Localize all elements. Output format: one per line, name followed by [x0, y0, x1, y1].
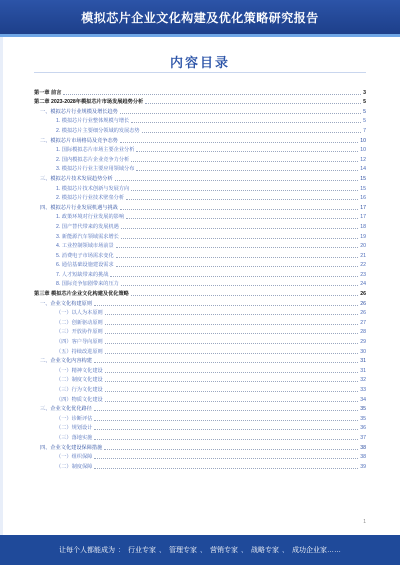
toc-entry[interactable] — [34, 268, 366, 278]
toc-leader-dots — [94, 305, 358, 306]
toc-leader-dots — [116, 247, 359, 248]
toc-entry-title: 7. 人才短缺带来的挑战 — [56, 271, 109, 278]
toc-entry[interactable] — [34, 86, 366, 96]
toc-entry-page: 35 — [360, 415, 366, 422]
toc-entry[interactable] — [34, 115, 366, 125]
toc-entry[interactable] — [34, 192, 366, 202]
toc-entry[interactable] — [34, 182, 366, 192]
toc-entry-title: （二）创新驱动原则 — [56, 319, 103, 326]
footer-item: 管理专家 — [169, 547, 197, 554]
toc-leader-dots — [94, 410, 358, 411]
footer-item: 营销专家 — [210, 547, 238, 554]
toc-entry-page: 37 — [360, 434, 366, 441]
toc-entry-page: 15 — [360, 175, 366, 182]
toc-divider — [34, 72, 366, 73]
toc-leader-dots — [121, 228, 358, 229]
toc-leader-dots — [120, 209, 358, 210]
toc-leader-dots — [126, 218, 358, 219]
toc-entry-title: （四）物质文化建设 — [56, 396, 103, 403]
toc-entry-title: 一、企业文化构建原则 — [40, 300, 92, 307]
toc-entry[interactable] — [34, 431, 366, 441]
toc-leader-dots — [110, 276, 358, 277]
toc-entry-page: 5 — [363, 118, 366, 125]
toc-entry-page: 26 — [360, 300, 366, 307]
toc-entry-page: 34 — [360, 396, 366, 403]
toc-entry[interactable] — [34, 412, 366, 422]
toc-leader-dots — [120, 113, 361, 114]
toc-entry[interactable] — [34, 259, 366, 269]
footer-banner: 让每个人都能成为 ： 行业专家 、 管理专家 、 营销专家 、 战略专家 、 成功企业家…… — [0, 535, 400, 565]
toc-entry-page: 31 — [360, 358, 366, 365]
toc-entry-title: （三）落地实施 — [56, 434, 93, 441]
toc-entry-title: 三、模拟芯片技术发展趋势分析 — [40, 175, 113, 182]
toc-entry-page: 32 — [360, 377, 366, 384]
toc-entry-title: 一、模拟芯片行业规模及增长趋势 — [40, 108, 118, 115]
toc-leader-dots — [116, 266, 359, 267]
footer-item: 战略专家 — [251, 547, 279, 554]
toc-leader-dots — [94, 420, 358, 421]
toc-leader-dots — [131, 161, 358, 162]
toc-entry-title: （一）精神文化建设 — [56, 367, 103, 374]
toc-entry-title: 6. 通信基础设施建设需求 — [56, 262, 114, 269]
toc-leader-dots — [105, 401, 359, 402]
toc-leader-dots — [94, 468, 358, 469]
toc-leader-dots — [120, 142, 358, 143]
toc-entry-page: 15 — [360, 185, 366, 192]
toc-entry[interactable] — [34, 451, 366, 461]
toc-leader-dots — [94, 362, 358, 363]
page-number: 1 — [363, 519, 366, 525]
toc-leader-dots — [131, 122, 361, 123]
toc-entry-page: 38 — [360, 454, 366, 461]
toc-entry[interactable] — [34, 316, 366, 326]
toc-entry[interactable] — [34, 393, 366, 403]
toc-entry-title: 2. 国产替代带来的发展机遇 — [56, 223, 119, 230]
toc-leader-dots — [115, 180, 359, 181]
toc-entry-title: 2. 模拟芯片行业技术壁垒分析 — [56, 195, 125, 202]
toc-leader-dots — [136, 170, 358, 171]
toc-leader-dots — [105, 353, 359, 354]
toc-entry-title: （二）制度保障 — [56, 463, 93, 470]
toc-entry-title: （四）客户导向原则 — [56, 339, 103, 346]
report-header — [0, 0, 400, 34]
toc-entry[interactable] — [34, 134, 366, 144]
footer-item: 行业专家 — [128, 547, 156, 554]
toc-entry-page: 36 — [360, 425, 366, 432]
toc-leader-dots — [116, 257, 359, 258]
toc-entry-page: 29 — [360, 339, 366, 346]
toc-entry-page: 5 — [363, 99, 366, 106]
toc-entry-title: （五）持续改进原则 — [56, 348, 103, 355]
toc-entry-page: 26 — [360, 291, 366, 298]
toc-entry-title: 1. 政策环境对行业发展的影响 — [56, 214, 125, 221]
toc-entry-page: 5 — [363, 108, 366, 115]
toc-entry[interactable] — [34, 240, 366, 250]
toc-entry-page: 3 — [363, 89, 366, 96]
toc-entry-page: 31 — [360, 367, 366, 374]
toc-entry[interactable] — [34, 460, 366, 470]
toc-entry[interactable] — [34, 124, 366, 134]
footer-separator: ： — [118, 547, 125, 554]
toc-entry-page: 38 — [360, 444, 366, 451]
toc-entry-title: （三）行为文化建设 — [56, 387, 103, 393]
toc-entry[interactable] — [34, 172, 366, 182]
toc-entry-page: 17 — [360, 214, 366, 221]
toc-entry[interactable] — [34, 105, 366, 115]
toc-entry-page: 17 — [360, 204, 366, 211]
toc-leader-dots — [121, 238, 358, 239]
toc-leader-dots — [105, 324, 359, 325]
toc-entry-page: 28 — [360, 329, 366, 336]
toc-entry[interactable] — [34, 441, 366, 451]
toc-entry-page: 39 — [360, 463, 366, 470]
toc-leader-dots — [126, 199, 358, 200]
toc-leader-dots — [105, 314, 359, 315]
toc-entry-title: （二）规划设计 — [56, 425, 93, 432]
toc-entry[interactable] — [34, 249, 366, 259]
footer-item: 成功企业家…… — [292, 547, 341, 554]
toc-entry-page: 26 — [360, 310, 366, 317]
left-margin-bar — [0, 37, 3, 535]
toc-entry-page: 22 — [360, 262, 366, 269]
toc-leader-dots — [121, 285, 358, 286]
toc-leader-dots — [105, 333, 359, 334]
toc-entry-title: 四、模拟芯片行业发展机遇与挑战 — [40, 204, 118, 211]
toc-leader-dots — [94, 439, 358, 440]
toc-entry[interactable] — [34, 201, 366, 211]
toc-entry-page: 33 — [360, 387, 366, 393]
toc-entry-title: （一）诊断评估 — [56, 415, 93, 422]
toc-entry-title: （三）开放协作原则 — [56, 329, 103, 336]
toc-leader-dots — [145, 103, 361, 104]
footer-lead: 让每个人都能成为 — [59, 547, 115, 554]
report-title: 模拟芯片企业文化构建及优化策略研究报告 — [81, 10, 319, 25]
toc-entry-title: 四、企业文化建设保障措施 — [40, 444, 103, 451]
toc-entry[interactable] — [34, 355, 366, 365]
toc-entry-page: 21 — [360, 252, 366, 259]
toc-leader-dots — [104, 449, 358, 450]
toc-entry[interactable] — [34, 326, 366, 336]
toc-entry-title: 二、模拟芯片市场格局及竞争态势 — [40, 137, 118, 144]
toc-leader-dots — [131, 295, 358, 296]
toc-entry[interactable] — [34, 335, 366, 345]
toc-entry[interactable] — [34, 278, 366, 288]
toc-entry-page: 14 — [360, 166, 366, 173]
toc-entry[interactable] — [34, 144, 366, 154]
toc-entry[interactable] — [34, 287, 366, 297]
toc-entry-page: 23 — [360, 271, 366, 278]
toc-entry-title: 4. 工业控制领域市场前景 — [56, 243, 114, 250]
toc-leader-dots — [94, 458, 358, 459]
toc-entry-page: 12 — [360, 156, 366, 163]
toc-entry-title: 3. 模拟芯片行业主要应用领域分布 — [56, 166, 135, 173]
toc-entry-page: 10 — [360, 137, 366, 144]
toc-entry[interactable] — [34, 403, 366, 413]
toc-entry-title: 5. 消费电子市场需求变化 — [56, 252, 114, 259]
toc-entry-page: 7 — [363, 127, 366, 134]
toc-entry-title: 8. 国际竞争加剧带来的压力 — [56, 281, 119, 288]
toc-entry-page: 24 — [360, 281, 366, 288]
toc-entry-title: 第二章 2023-2028年模拟芯片市场发展趋势分析 — [34, 99, 144, 106]
toc-entry[interactable] — [34, 220, 366, 230]
toc-leader-dots — [105, 391, 359, 392]
toc-leader-dots — [136, 151, 358, 152]
toc-entry[interactable] — [34, 96, 366, 106]
toc-entry[interactable] — [34, 345, 366, 355]
toc-entry-title: 2. 国内模拟芯片企业竞争力分析 — [56, 156, 130, 163]
toc-entry-title: 3. 新能源汽车领域需求增长 — [56, 233, 119, 240]
toc-heading: 内容目录 — [169, 55, 230, 70]
toc-entry-page: 27 — [360, 319, 366, 326]
toc-entry-page: 16 — [360, 195, 366, 202]
toc-entry[interactable] — [34, 422, 366, 432]
toc-entry-page: 10 — [360, 147, 366, 154]
toc-entry-title: （一）组织保障 — [56, 454, 93, 461]
toc-leader-dots — [105, 343, 359, 344]
toc-entry-title: 1. 模拟芯片行业整体规模与增长 — [56, 118, 130, 125]
toc-entry-page: 18 — [360, 223, 366, 230]
toc-entry[interactable] — [34, 307, 366, 317]
toc-entry[interactable] — [34, 163, 366, 173]
toc-leader-dots — [63, 94, 361, 95]
toc-entry-page: 30 — [360, 348, 366, 355]
toc-entry-page: 20 — [360, 243, 366, 250]
toc-entry[interactable] — [34, 364, 366, 374]
toc-entry-title: 二、企业文化内容构建 — [40, 358, 92, 365]
toc-entry-title: 1. 模拟芯片技术创新与发展方向 — [56, 185, 130, 192]
toc-leader-dots — [105, 372, 359, 373]
table-of-contents — [34, 86, 366, 470]
toc-entry-title: 三、企业文化优化路径 — [40, 406, 92, 413]
toc-leader-dots — [105, 381, 359, 382]
toc-entry-title: 第一章 前言 — [34, 89, 62, 96]
toc-entry-title: （二）制度文化建设 — [56, 377, 103, 384]
toc-entry[interactable] — [34, 374, 366, 384]
toc-leader-dots — [131, 190, 358, 191]
toc-entry-title: 第三章 模拟芯片企业文化构建及优化策略 — [34, 291, 129, 298]
toc-entry[interactable] — [34, 153, 366, 163]
toc-leader-dots — [142, 132, 362, 133]
toc-entry-title: 1. 国际模拟芯片市场主要企业分析 — [56, 147, 135, 154]
toc-entry[interactable] — [34, 297, 366, 307]
toc-entry-title: （一）以人为本原则 — [56, 310, 103, 317]
toc-entry[interactable] — [34, 230, 366, 240]
toc-leader-dots — [94, 429, 358, 430]
header-stripe — [0, 34, 400, 37]
toc-entry[interactable] — [34, 211, 366, 221]
toc-entry-page: 35 — [360, 406, 366, 413]
toc-entry-title: 2. 模拟芯片主要细分领域的发展态势 — [56, 127, 140, 134]
toc-entry[interactable] — [34, 383, 366, 393]
toc-entry-page: 19 — [360, 233, 366, 240]
